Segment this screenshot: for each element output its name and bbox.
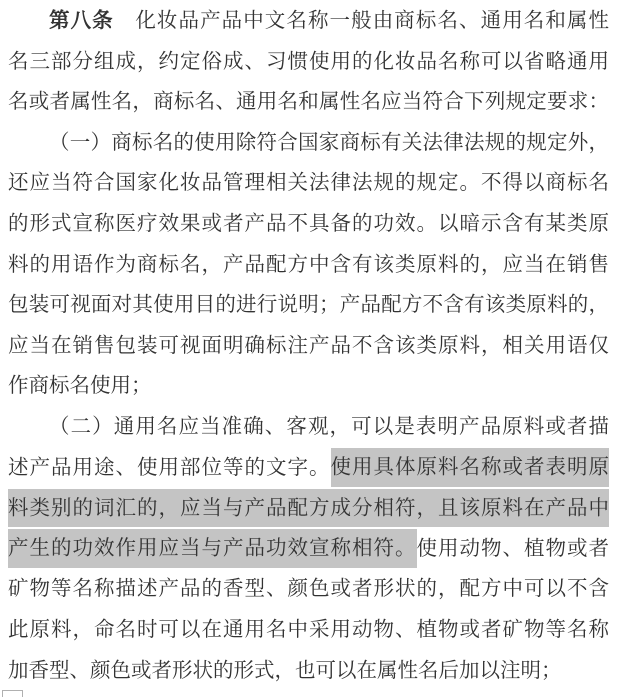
text-segment: 使用动物、植物或者 (416, 537, 609, 560)
text-segment: 矿物等名称描述产品的香型、颜色或者形状的，配方中可以不含 (8, 578, 609, 601)
text-line (8, 245, 609, 286)
highlighted-segment: 料类别的词汇的，应当与产品配方成分相符，且该原料在产品中 (8, 489, 609, 528)
text-line (8, 488, 609, 529)
text-line (8, 366, 609, 407)
text-line (8, 529, 609, 570)
text-segment: 包装可视面对其使用目的进行说明；产品配方不含有该类原料的， (8, 294, 609, 317)
text-line (8, 448, 609, 489)
text-line (8, 123, 609, 164)
text-line (8, 285, 609, 326)
text-segment: 化妆品产品中文名称一般由商标名、通用名和属性 (113, 10, 610, 32)
text-segment: 料的用语作为商标名，产品配方中含有该类原料的，应当在销售 (8, 253, 609, 276)
text-segment: 作商标名使用； (8, 375, 152, 398)
text-segment: 加香型、颜色或者形状的形式，也可以在属性名后加以注明； (8, 659, 562, 682)
text-segment: （一）商标名的使用除符合国家商标有关法律法规的规定外， (49, 131, 609, 154)
text-line (8, 610, 609, 651)
text-segment: 名三部分组成，约定俗成、习惯使用的化妆品名称可以省略通用 (8, 50, 609, 73)
text-segment: 述产品用途、使用部位等的文字。 (8, 456, 331, 479)
text-line (8, 1, 609, 42)
text-segment: 此原料，命名时可以在通用名中采用动物、植物或者矿物等名称 (8, 618, 609, 641)
article-text (8, 1, 609, 691)
text-segment: 还应当符合国家化妆品管理相关法律法规的规定。不得以商标名 (8, 172, 609, 195)
text-line (8, 82, 609, 123)
text-segment: 名或者属性名，商标名、通用名和属性名应当符合下列规定要求： (8, 91, 609, 114)
text-segment: 应当在销售包装可视面明确标注产品不含该类原料，相关用语仅 (8, 334, 609, 357)
text-line (8, 326, 609, 367)
text-line (8, 569, 609, 610)
text-line (8, 42, 609, 83)
text-segment: （二）通用名应当准确、客观，可以是表明产品原料或者描 (49, 415, 609, 438)
text-line (8, 651, 609, 692)
text-line (8, 204, 609, 245)
highlighted-segment: 产生的功效作用应当与产品功效宣称相符。 (8, 529, 417, 568)
highlighted-segment: 使用具体原料名称或者表明原 (331, 448, 610, 487)
corner-box-artifact (2, 690, 23, 697)
text-line (8, 407, 609, 448)
text-line (8, 163, 609, 204)
article-number-label: 第八条 (49, 10, 114, 32)
text-segment: 的形式宣称医疗效果或者产品不具备的功效。以暗示含有某类原 (8, 212, 609, 235)
